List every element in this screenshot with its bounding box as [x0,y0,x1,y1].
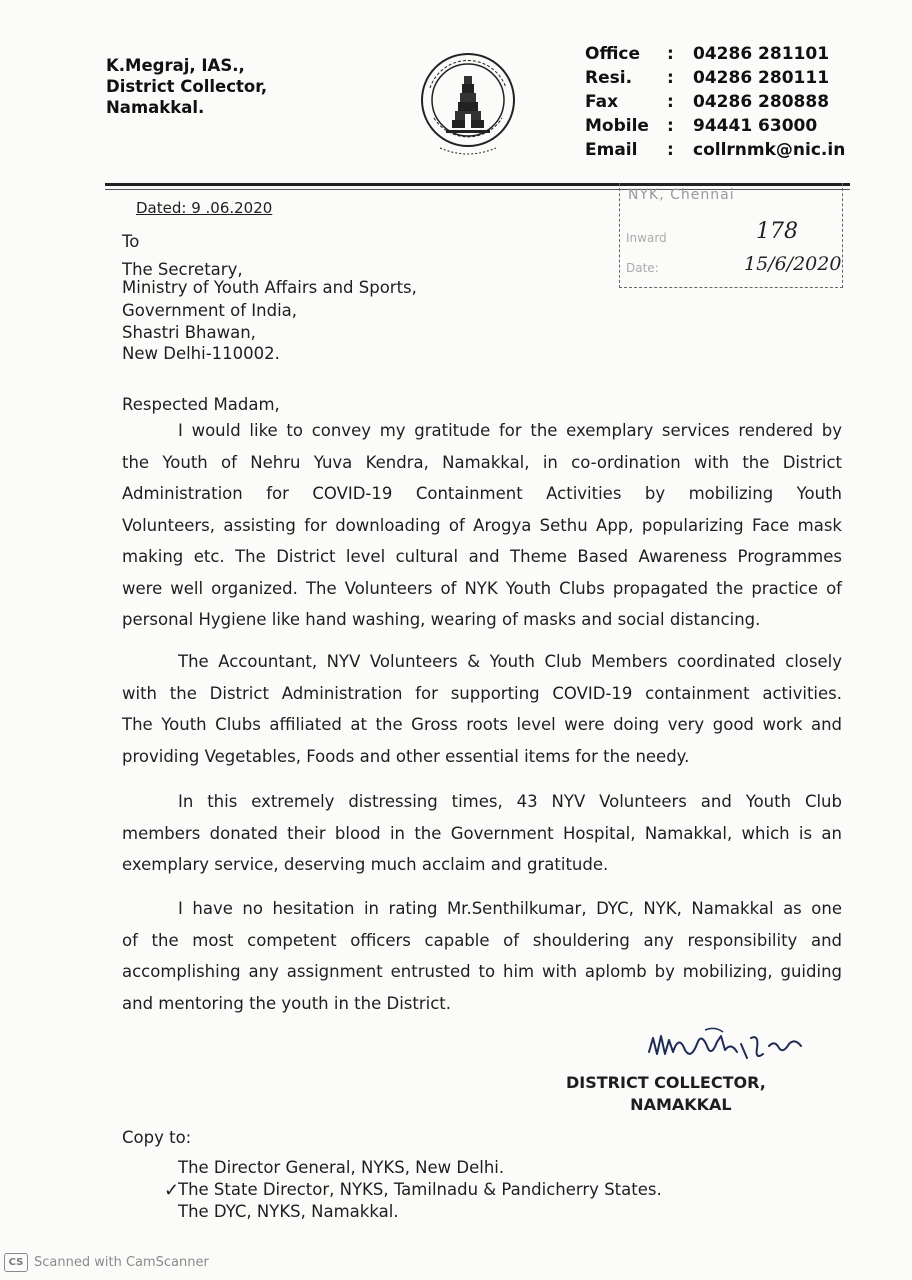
copy-to-list [178,1157,662,1223]
stamp-date-label: Date: [626,261,659,275]
signatory-block [566,1072,766,1116]
sender-designation: District Collector, [106,77,268,96]
paragraph-line: making etc. The District level cultural and Theme Based Awareness Programmes [122,547,842,566]
sender-block [106,55,267,118]
paragraph-2 [122,646,842,772]
recipient-line: New Delhi-110002. [122,344,280,363]
contact-value: collrnmk@nic.in [693,140,846,160]
paragraph-line: exemplary service, deserving much acclaim and gratitude. [122,855,609,874]
inward-stamp [619,183,843,288]
copy-to-label: Copy to: [122,1128,192,1147]
paragraph-line: The Youth Clubs affiliated at the Gross roots level were doing very good work and [122,715,842,734]
signatory-title: DISTRICT COLLECTOR, [566,1073,766,1092]
paragraph-line: Administration for COVID-19 Containment Activities by mobilizing Youth [122,484,842,503]
contact-label: Email [585,140,638,160]
paragraph-line: I would like to convey my gratitude for the exemplary services rendered by [178,421,842,440]
check-mark-icon: ✓ [164,1180,180,1201]
recipient-line: Ministry of Youth Affairs and Sports, [122,278,417,297]
contact-value: 04286 281101 [693,44,830,64]
to-label: To [122,232,140,251]
paragraph-line: accomplishing any assignment entrusted to him with aplomb by mobilizing, guiding [122,962,842,981]
contact-value: 04286 280888 [693,92,830,112]
signatory-place: NAMAKKAL [630,1095,732,1114]
paragraph-3 [122,786,842,881]
sender-place: Namakkal. [106,98,205,117]
copy-to-item: The Director General, NYKS, New Delhi. [178,1158,505,1177]
stamp-inward-label: Inward [626,231,667,245]
paragraph-line: Volunteers, assisting for downloading of Arogya Sethu App, popularizing Face mask [122,515,842,535]
paragraph-line: The Accountant, NYV Volunteers & Youth Club Members coordinated closely [178,652,842,671]
sender-name: K.Megraj, IAS., [106,56,245,75]
contact-office [585,42,845,66]
contact-separator: : [667,140,674,160]
contact-email [585,138,845,162]
paragraph-line: were well organized. The Volunteers of NYK Youth Clubs propagated the practice of [122,578,842,598]
contact-value: 04286 280111 [693,68,830,88]
paragraph-1 [122,415,842,636]
paragraph-line: and mentoring the youth in the District. [122,993,452,1013]
copy-to-item: The State Director, NYKS, Tamilnadu & Pandicherry States. [178,1180,662,1199]
paragraph-line: members donated their blood in the Government Hospital, Namakkal, which is an [122,823,842,843]
copy-to-item: The DYC, NYKS, Namakkal. [178,1202,399,1221]
stamp-office: NYK, Chennai [628,187,735,203]
contact-mobile [585,114,845,138]
watermark-text: Scanned with CamScanner [34,1255,209,1270]
recipient-line: Shastri Bhawan, [122,323,256,342]
contact-label: Office [585,44,641,64]
paragraph-line: the Youth of Nehru Yuva Kendra, Namakkal, in co-ordination with the District [122,452,842,472]
contact-label: Resi. [585,68,633,88]
contact-separator: : [667,92,674,112]
contact-separator: : [667,116,674,136]
paragraph-line: of the most competent officers capable of shouldering any responsibility and [122,930,842,950]
paragraph-line: personal Hygiene like hand washing, wearing of masks and social distancing. [122,610,761,629]
contact-label: Fax [585,92,619,112]
contact-details [585,42,845,162]
contact-separator: : [667,44,674,64]
letter-date: Dated: 9 .06.2020 [136,199,273,217]
camscanner-logo-icon: CS [4,1253,28,1272]
contact-fax [585,90,845,114]
tamil-nadu-emblem-icon [416,48,520,160]
paragraph-line: with the District Administration for supporting COVID-19 containment activities. [122,683,842,703]
recipient-line: Government of India, [122,301,298,320]
paragraph-line: In this extremely distressing times, 43 NYV Volunteers and Youth Club [178,792,842,811]
paragraph-line: I have no hesitation in rating Mr.Senthilkumar, DYC, NYK, Namakkal as one [178,899,842,918]
stamp-received-date: 15/6/2020 [744,253,842,275]
recipient-line: The Secretary, [122,260,243,279]
contact-label: Mobile [585,116,649,136]
paragraph-4 [122,893,842,1019]
contact-separator: : [667,68,674,88]
paragraph-line: providing Vegetables, Foods and other essential items for the needy. [122,746,690,766]
salutation: Respected Madam, [122,395,280,414]
stamp-inward-number: 178 [756,219,798,244]
contact-residence [585,66,845,90]
handwritten-signature [645,1024,805,1074]
scanner-watermark [4,1253,209,1272]
contact-value: 94441 63000 [693,116,818,136]
